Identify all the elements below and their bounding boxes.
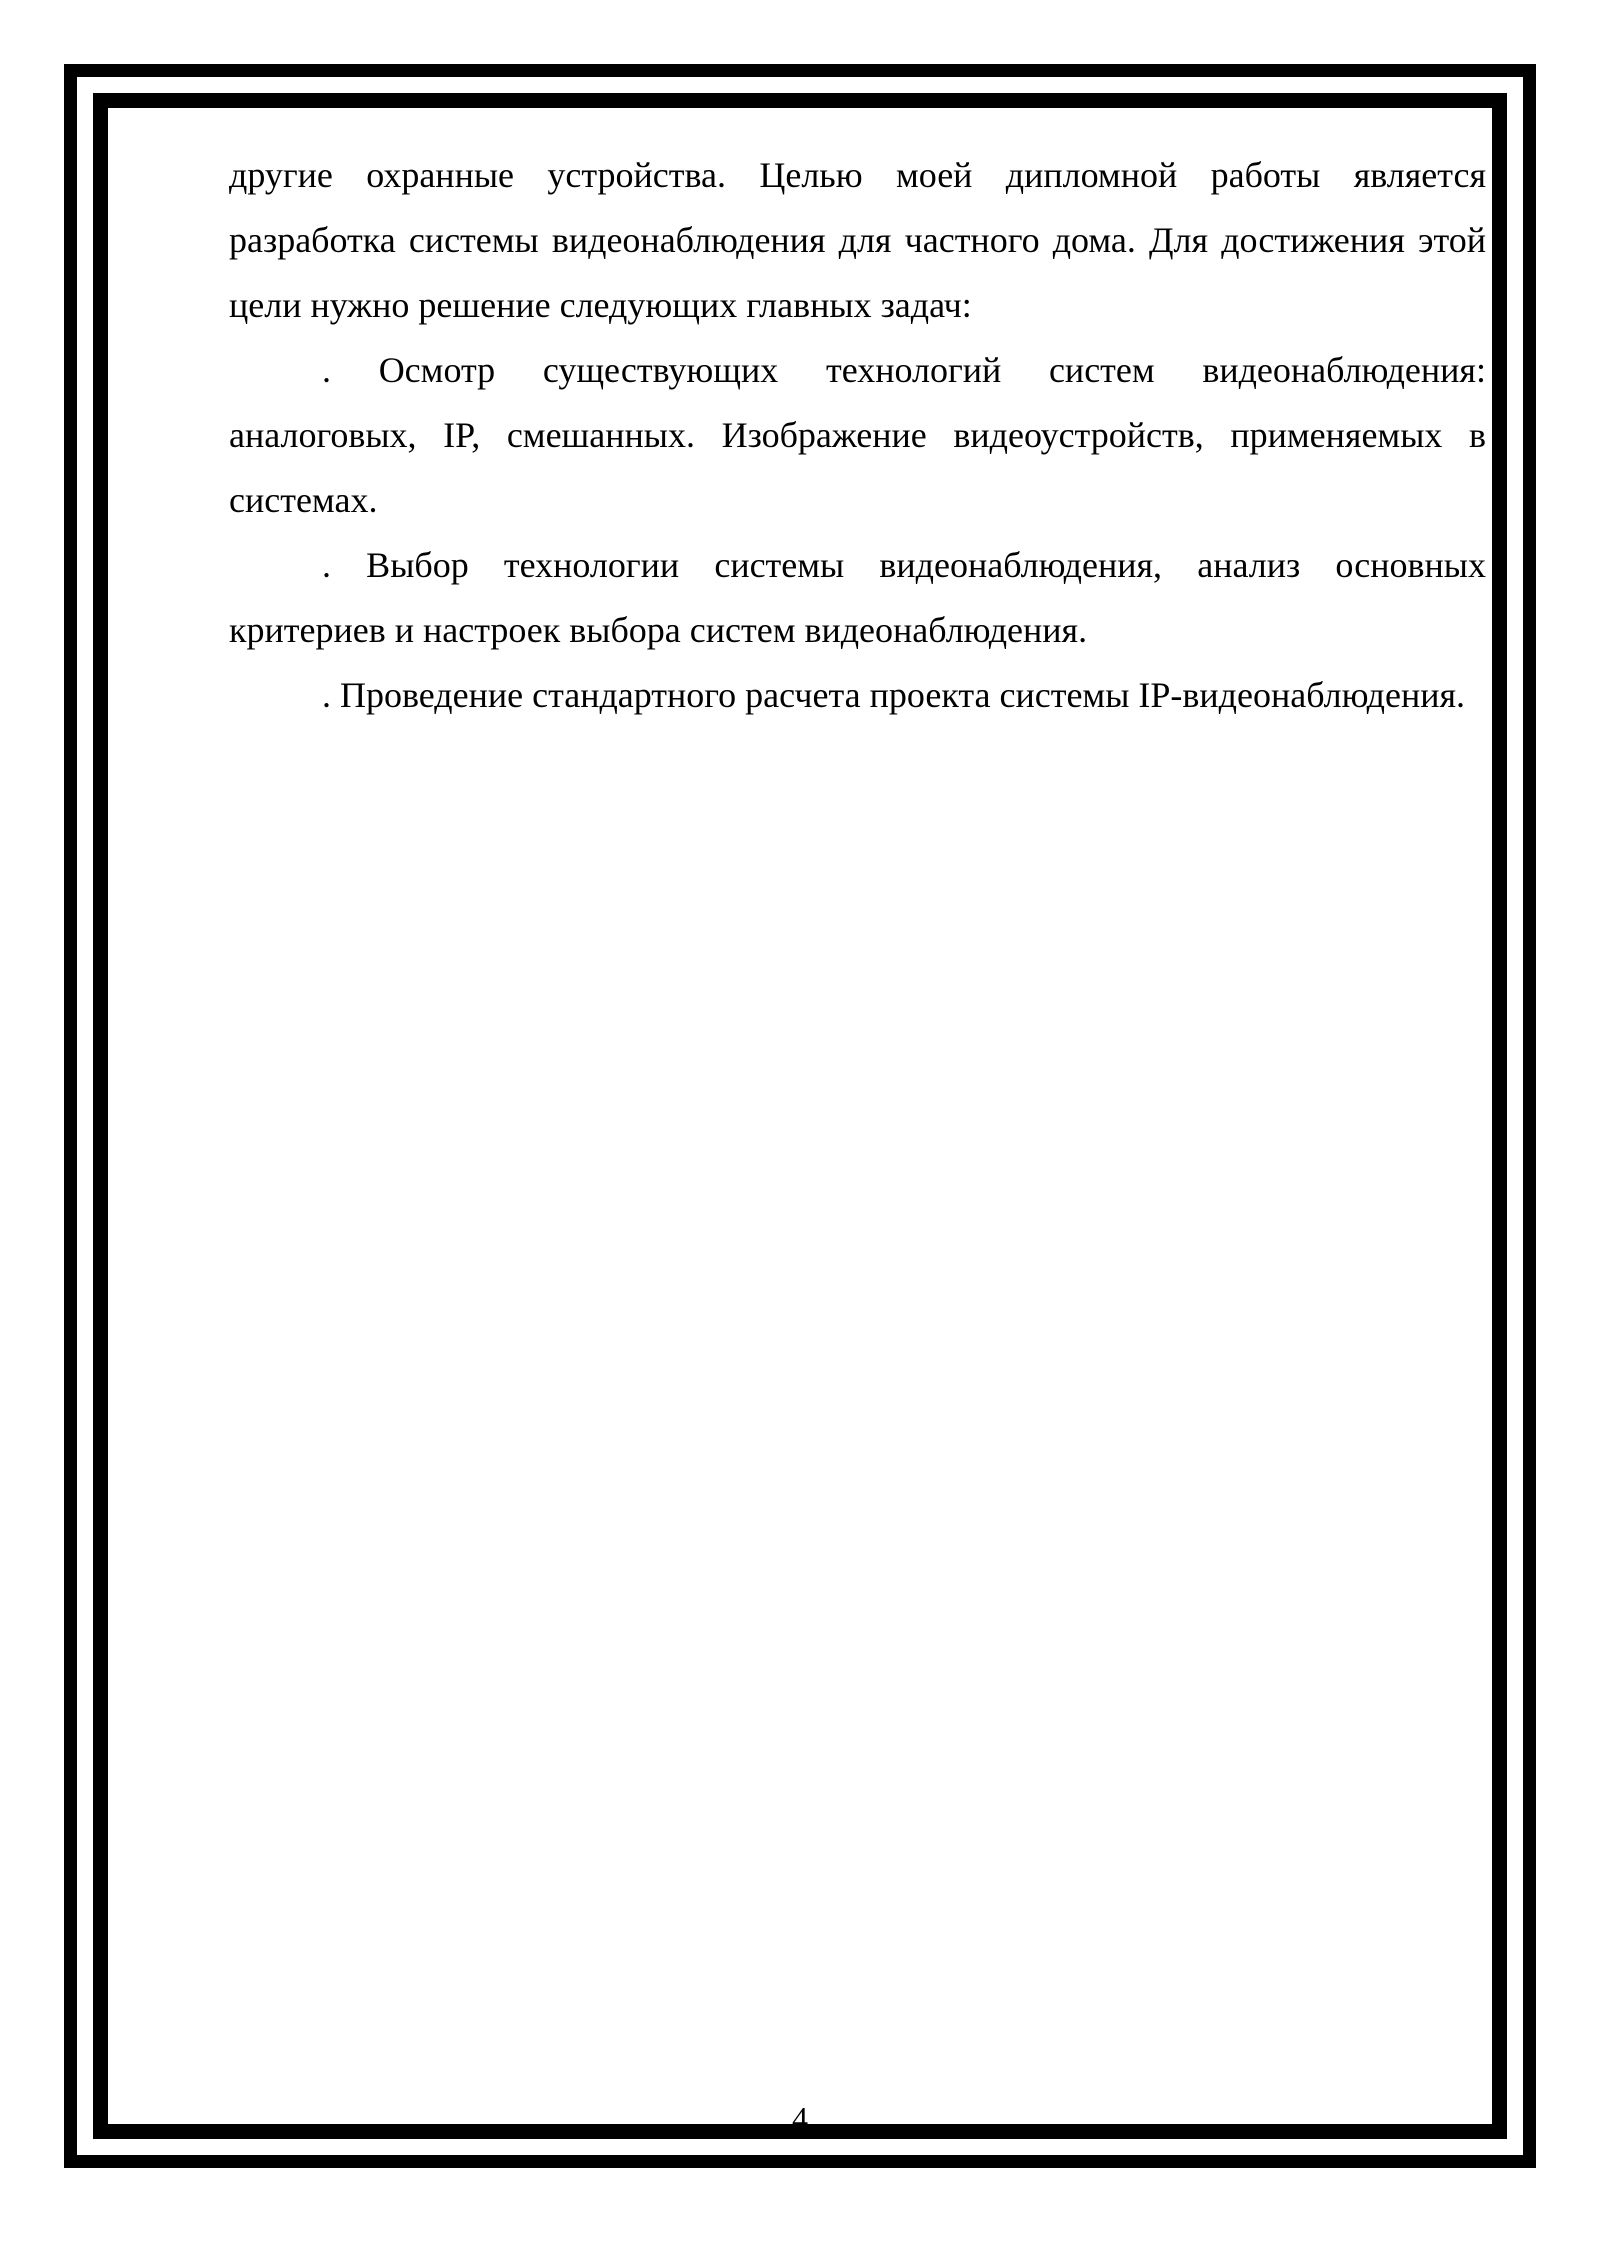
task-item-2: . Выбор технологии системы видеонаблюдения, анализ основных критериев и настроек выбора систем видеонаблюдения.	[229, 545, 1486, 650]
paragraph-intro: другие охранные устройства. Целью моей дипломной работы является разработка системы видеонаблюдения для частного дома. Для достижения этой цели нужно решение следующих главных задач:	[229, 155, 1486, 325]
page-number: 4	[792, 2100, 808, 2136]
document-body	[229, 143, 1486, 728]
task-item-3: . Проведение стандартного расчета проекта системы IP-видеонаблюдения.	[322, 675, 1466, 715]
task-item-1: . Осмотр существующих технологий систем видеонаблюдения: аналоговых, IP, смешанных. Изображение видеоустройств, применяемых в системах.	[229, 350, 1486, 520]
